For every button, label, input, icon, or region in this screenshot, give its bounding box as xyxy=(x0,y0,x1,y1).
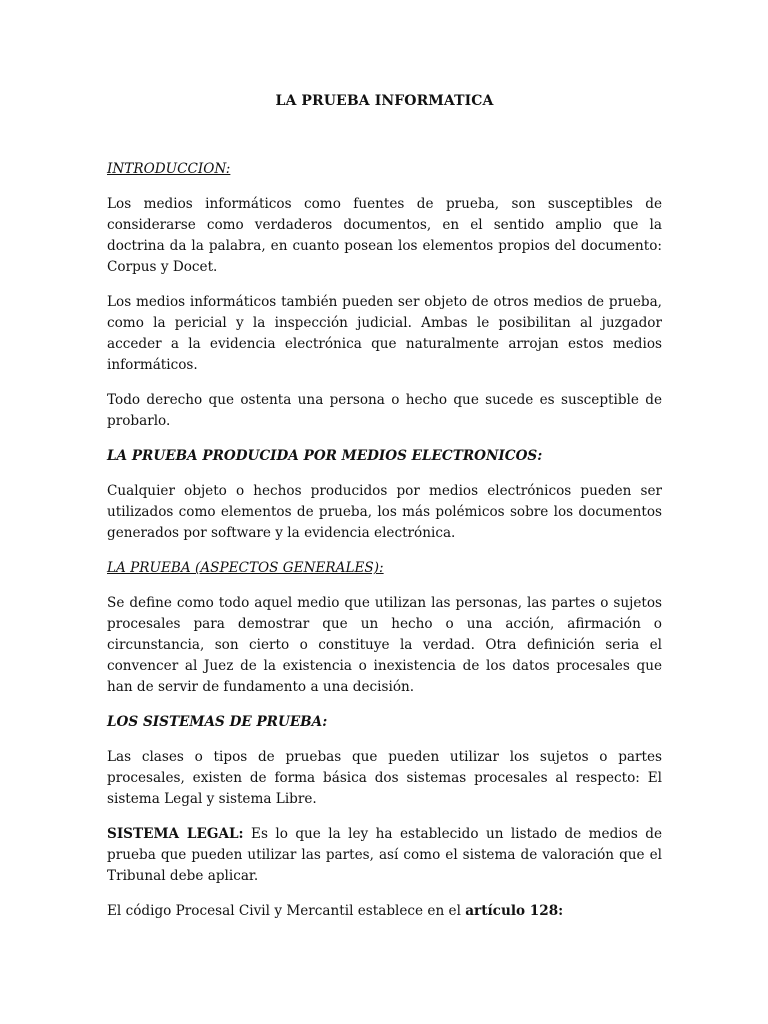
paragraph-codigo-procesal xyxy=(107,901,662,922)
paragraph-intro-3: Todo derecho que ostenta una persona o hecho que sucede es susceptible de probarlo. xyxy=(107,392,662,429)
paragraph-sistemas-1: Las clases o tipos de pruebas que pueden utilizar los sujetos o partes procesales, existen de forma básica dos sistemas procesales al respecto: El sistema Legal y sistema Libre. xyxy=(107,749,662,807)
heading-prueba-producida: LA PRUEBA PRODUCIDA POR MEDIOS ELECTRONICOS: xyxy=(107,448,543,464)
heading-sistemas-de-prueba: LOS SISTEMAS DE PRUEBA: xyxy=(107,714,328,730)
sistema-legal-text: Es lo que la ley ha establecido un listado de medios de prueba que pueden utilizar las partes, así como el sistema de valoración que el Tribunal debe aplicar. xyxy=(107,826,662,884)
articulo-reference: artículo 128: xyxy=(465,903,564,919)
paragraph-intro-2: Los medios informáticos también pueden ser objeto de otros medios de prueba, como la pericial y la inspección judicial. Ambas le posibilitan al juzgador acceder a la evidencia electrónica que naturalmente arrojan estos medios informáticos. xyxy=(107,294,662,373)
sistema-legal-label: SISTEMA LEGAL: xyxy=(107,826,244,842)
codigo-procesal-text: El código Procesal Civil y Mercantil establece en el xyxy=(107,903,466,919)
document-page xyxy=(107,91,662,922)
paragraph-producida-1: Cualquier objeto o hechos producidos por medios electrónicos pueden ser utilizados como elementos de prueba, los más polémicos sobre los documentos generados por software y la evidencia electrónica. xyxy=(107,483,662,541)
heading-aspectos-generales: LA PRUEBA (ASPECTOS GENERALES): xyxy=(107,560,384,576)
paragraph-intro-1: Los medios informáticos como fuentes de prueba, son susceptibles de considerarse como verdaderos documentos, en el sentido amplio que la doctrina da la palabra, en cuanto posean los elementos propios del documento: Corpus y Docet. xyxy=(107,196,662,275)
paragraph-aspectos-1: Se define como todo aquel medio que utilizan las personas, las partes o sujetos procesales para demostrar que un hecho o una acción, afirmación o circunstancia, son cierto o constituye la verdad. Otra definición seria el convencer al Juez de la existencia o inexistencia de los datos procesales que han de servir de fundamento a una decisión. xyxy=(107,595,662,695)
paragraph-sistema-legal xyxy=(107,824,662,887)
document-title: LA PRUEBA INFORMATICA xyxy=(275,93,494,109)
heading-introduccion: INTRODUCCION: xyxy=(107,161,231,177)
